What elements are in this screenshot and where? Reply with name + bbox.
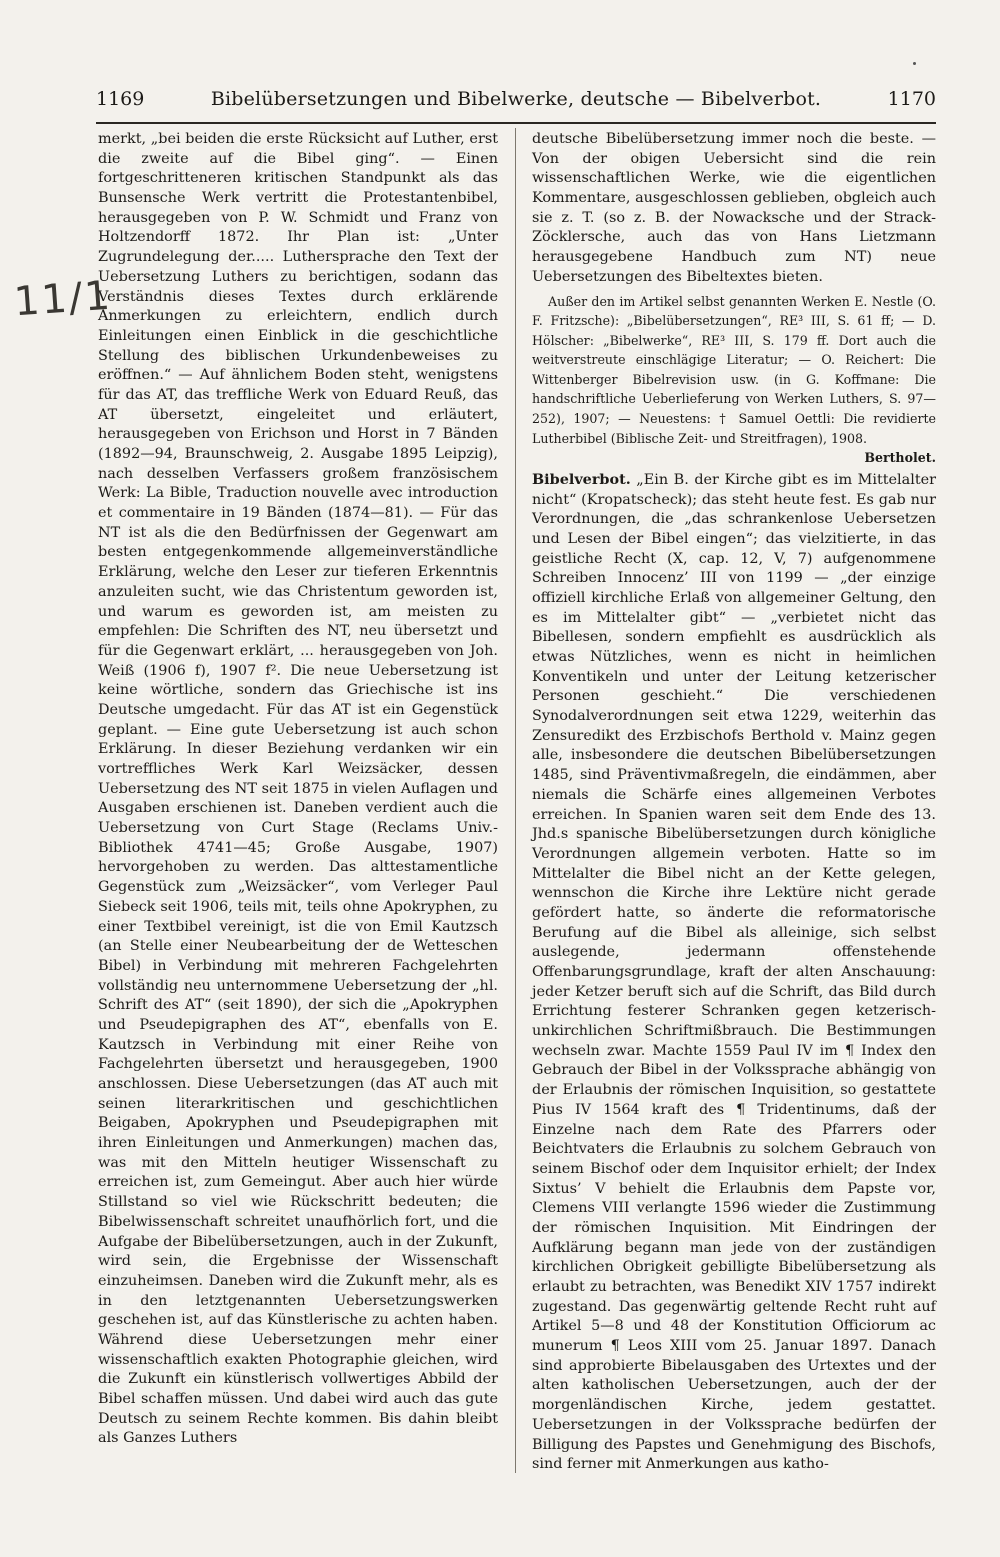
left-column-text: merkt, „bei beiden die erste Rücksicht auf Luther, erst die zweite auf die Bibel ging“. — Einen fortgeschritteneren kritischen Standpunkt als das Bunsensche Werk vertritt die Protestantenbibel, herausgegeben von P. W. Schmidt und Franz von Holtzendorff 1872. Ihr Plan ist: „Unter Zugrundelegung der..... Luthersprache den Text der Uebersetzung Luthers zu berichtigen, sodann das Verständnis dieses Textes durch erklärende Anmerkungen zu erleichtern, endlich durch Einleitungen einen Einblick in die geschichtliche Stellung des biblischen Urkundenbeweises zu eröffnen.“ — Auf ähnlichem Boden steht, wenigstens für das AT, das treffliche Werk von Eduard Reuß, das AT übersetzt, eingeleitet und erläutert, herausgegeben von Erichson und Horst in 7 Bänden (1892—94, Braunschweig, 2. Ausgabe 1895 Leipzig), nach desselben Verfassers großem französischem Werk: La Bible, Traduction nouvelle avec introduction et commentaire in 19 Bänden (1874—81). — Für das NT ist als die den Bedürfnissen der Gegenwart am besten entgegenkommende allgemeinverständliche Erklärung, welche den Leser zur tieferen Erkenntnis anzuleiten sucht, wie das Christentum geworden ist, und warum es geworden ist, am meisten zu empfehlen: Die Schriften des NT, neu übersetzt und für die Gegenwart erklärt, ... herausgegeben von Joh. Weiß (1906 f), 1907 f². Die neue Uebersetzung ist keine wörtliche, sondern das Griechische ist ins Deutsche umgedacht. Für das AT ist ein Gegenstück geplant. — Eine gute Uebersetzung ist auch schon Erklärung. In dieser Beziehung verdanken wir ein vortreffliches Werk Karl Weizsäcker, dessen Uebersetzung des NT seit 1875 in vielen Auflagen und Ausgaben erschienen ist. Daneben verdient auch die Uebersetzung von Curt Stage (Reclams Univ.-Bibliothek 4741—45; Große Ausgabe, 1907) hervorgehoben zu werden. Das alttestamentliche Gegenstück zum „Weizsäcker“, vom Verleger Paul Siebeck seit 1906, teils mit, teils ohne Apokryphen, zu einer Textbibel vereinigt, ist die von Emil Kautzsch (an Stelle einer Neubearbeitung der de Wetteschen Bibel) in Verbindung mit mehreren Fachgelehrten vollständig neu unternommene Uebersetzung der „hl. Schrift des AT“ (seit 1890), der sich die „Apokryphen und Pseudepigraphen des AT“, ebenfalls von E. Kautzsch in Verbindung mit einer Reihe von Fachgelehrten übersetzt und herausgegeben, 1900 anschlossen. Diese Uebersetzungen (das AT auch mit seinen literarkritischen und geschichtlichen Beigaben, Apokryphen und Pseudepigraphen mit ihren Einleitungen und Anmerkungen) machen das, was mit den Mitteln heutiger Wissenschaft zu erreichen ist, zum Gemeingut. Aber auch hier würde Stillstand so viel wie Rückschritt bedeuten; die Bibelwissenschaft schreitet unaufhörlich fort, und die Aufgabe der Bibelübersetzungen, auch in der Zukunft, wird sein, die Ergebnisse der Wissenschaft einzuheimsen. Daneben wird die Zukunft mehr, als es in den letztgenannten Uebersetzungswerken geschehen ist, auf das Künstlerische zu achten haben. Während diese Uebersetzungen mehr einer wissenschaftlich exakten Photographie gleichen, wird die Zukunft ein künstlerisch vollwertiges Abbild der Bibel schaffen müssen. Und dabei wird auch das gute Deutsch zu seinem Rechte kommen. Bis dahin bleibt als Ganzes Luthers bbox=[98, 131, 498, 1447]
speck bbox=[913, 62, 916, 65]
entry-headword: Bibelverbot. bbox=[532, 470, 631, 488]
header-rule bbox=[96, 122, 936, 124]
entry-text: „Ein B. der Kirche gibt es im Mittelalter nicht“ (Kropatscheck); das steht heute fest. Es gab nur Verordnungen, die „das schrankenlose Uebersetzen und Lesen der Bibel eingen“; das vielzitierte, in das geistliche Recht (X, cap. 12, V, 7) aufgenommene Schreiben Innocenz’ III von 1199 — „der einzige offiziell kirchliche Erlaß von allgemeiner Geltung, den es im Mittelalter gibt“ — „verbietet nicht das Bibellesen, sondern empfiehlt es ausdrücklich als etwas Nützliches, wenn es nicht in heimlichen Konventikeln und unter der Leitung ketzerischer Personen geschieht.“ Die verschiedenen Synodalverordnungen seit etwa 1229, weiterhin das Zensuredikt des Erzbischofs Berthold v. Mainz gegen alle, insbesondere die deutschen Bibelübersetzungen 1485, sind Präventivmaßregeln, die eindämmen, aber niemals die Schärfe eines allgemeinen Verbotes erreichen. In Spanien waren seit dem Ende des 13. Jhd.s spanische Bibelübersetzungen durch königliche Verordnungen allgemein verboten. Hatte so im Mittelalter die Bibel nicht an der Kette gelegen, wennschon die Kirche ihre Lektüre nicht gerade gefördert hatte, so änderte die reformatorische Berufung auf die Bibel als alleinige, sich selbst auslegende, jedermann offenstehende Offenbarungsgrundlage, kraft der alten Anschauung: jeder Ketzer beruft sich auf die Schrift, das Bild durch Errichtung festerer Schranken gegen ketzerisch-unkirchlichen Schriftmißbrauch. Die Bestimmungen wechseln zwar. Machte 1559 Paul IV im ¶ Index den Gebrauch der Bibel in der Volkssprache abhängig von der Erlaubnis der römischen Inquisition, so gestattete Pius IV 1564 kraft des ¶ Tridentinums, daß der Einzelne nach dem Rate des Pfarrers oder Beichtvaters die Erlaubnis zu solchem Gebrauch von seinem Bischof oder dem Inquisitor erhielt; der Index Sixtus’ V behielt die Erlaubnis dem Papste vor, Clemens VIII verlangte 1596 wieder die Zustimmung der römischen Inquisition. Mit Eindringen der Aufklärung begann man jede von der zuständigen kirchlichen Obrigkeit gebilligte Bibelübersetzung als erlaubt zu betrachten, was Benedikt XIV 1757 indirekt zugestand. Das gegenwärtig geltende Recht ruht auf Artikel 5—8 und 48 der Konstitution Officiorum ac munerum ¶ Leos XIII vom 25. Januar 1897. Danach sind approbierte Bibelausgaben des Urtextes und der alten katholischen Uebersetzungen, auch der der morgenländischen Kirche, jedem gestattet. Uebersetzungen in der Volkssprache bedürfen der Billigung des Papstes und Genehmigung des Bischofs, sind ferner mit Anmerkungen aus katho- bbox=[532, 471, 937, 1473]
article-author: Bertholet. bbox=[864, 450, 936, 466]
literature-note bbox=[532, 292, 936, 468]
right-column bbox=[532, 130, 936, 1475]
page-number-right: 1170 bbox=[887, 88, 936, 110]
left-column bbox=[98, 130, 498, 1449]
running-header bbox=[96, 88, 936, 120]
entry-bibelverbot bbox=[532, 470, 936, 1475]
column-divider bbox=[515, 128, 516, 1473]
running-title: Bibelübersetzungen und Bibelwerke, deutsche — Bibelverbot. bbox=[210, 88, 822, 110]
page-number-left: 1169 bbox=[96, 88, 145, 110]
literature-text: Außer den im Artikel selbst genannten Werken E. Nestle (O. F. Fritzsche): „Bibelübersetzungen“, RE³ III, S. 61 ff; — D. Hölscher: „Bibelwerke“, RE³ III, S. 179 ff. Dort auch die weitverstreute einschlägige Literatur; — O. Reichert: Die Wittenberger Bibelrevision usw. (in G. Koffmane: Die handschriftliche Ueberlieferung von Werken Luthers, S. 97—252), 1907; — Neuestens: † Samuel Oettli: Die revidierte Lutherbibel (Biblische Zeit- und Streitfragen), 1908. bbox=[532, 293, 936, 446]
handwritten-margin-note: 11/1 bbox=[12, 272, 114, 326]
article-conclusion: deutsche Bibelübersetzung immer noch die beste. — Von der obigen Uebersicht sind die rein wissenschaftlichen Werke, wie die eigentlichen Kommentare, ausgeschlossen geblieben, obgleich auch sie z. T. (so z. B. der Nowacksche und der Strack-Zöcklersche, auch das von Hans Lietzmann herausgegebene Handbuch zum NT) neue Uebersetzungen des Bibeltextes bieten. bbox=[532, 131, 936, 285]
